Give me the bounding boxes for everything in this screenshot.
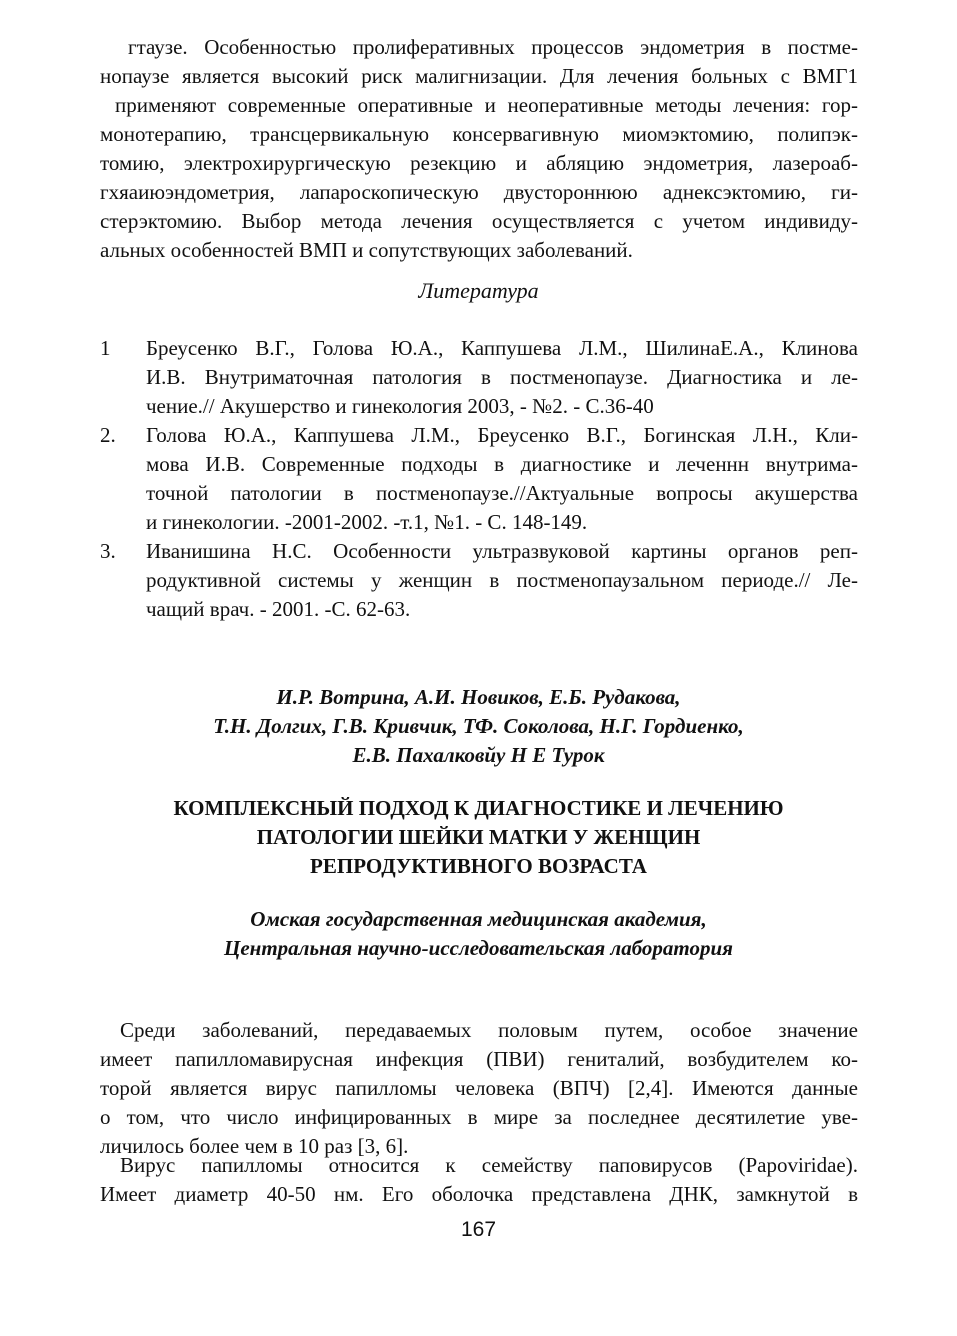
text-line: Имеет диаметр 40-50 нм. Его оболочка представлена ДНК, замкнутой в [100,1182,858,1206]
reference-line: мова И.В. Современные подходы в диагностике и леченнн внутрима- [146,452,858,476]
text-line: имеет папилломавирусная инфекция (ПВИ) гениталий, возбудителем ко- [100,1047,858,1071]
reference-line: И.В. Внутриматочная патология в постменопаузе. Диагностика и ле- [146,365,858,389]
text-line: альных особенностей ВМП и сопутствующих заболеваний. [100,238,633,262]
reference-line: Бреусенко В.Г., Голова Ю.А., Каппушева Л.М., ШилинаЕ.А., Клинова [146,336,858,360]
reference-line: чащий врач. - 2001. -С. 62-63. [146,597,411,621]
reference-line: Голова Ю.А., Каппушева Л.М., Бреусенко В.Г., Богинская Л.Н., Кли- [146,423,858,447]
text-line: гтаузе. Особенностью пролиферативных процессов эндометрия в постме- [128,35,858,59]
literature-heading: Литература [418,278,539,303]
text-line: личилось более чем в 10 раз [3, 6]. [100,1134,409,1158]
reference-number: 3. [100,539,116,563]
text-line: торой является вирус папилломы человека (ВПЧ) [2,4]. Имеются данные [100,1076,858,1100]
text-line: монотерапию, трансцервикальную консервагивную миомэктомию, полипэк- [100,122,858,146]
title-line: РЕПРОДУКТИВНОГО ВОЗРАСТА [310,854,647,878]
text-line: томию, электрохирургическую резекцию и абляцию эндометрия, лазероаб- [100,151,858,175]
reference-number: 2. [100,423,116,447]
title-line: ПАТОЛОГИИ ШЕЙКИ МАТКИ У ЖЕНЩИН [256,825,701,849]
reference-line: и гинекологии. -2001-2002. -т.1, №1. - С. 148-149. [146,510,588,534]
text-line: о том, что число инфицированных в мире за последнее десятилетие уве- [100,1105,858,1129]
reference-line: чение.// Акушерство и гинекология 2003, - №2. - С.36-40 [146,394,654,418]
text-line: стерэктомию. Выбор метода лечения осуществляется с учетом индивиду- [100,209,858,233]
text-line: применяют современные оперативные и неоперативные методы лечения: гор- [115,93,858,117]
reference-number: 1 [100,336,111,360]
text-line: Вирус папилломы относится к семейству паповирусов (Papoviridae). [120,1153,858,1177]
affiliation-line: Омская государственная медицинская академия, [250,907,707,931]
author-line: Е.В. Пахалковйу Н Е Турок [352,743,605,767]
reference-line: родуктивной системы у женщин в постменопаузальном периоде.// Ле- [146,568,858,592]
text-line: нопаузе является высокий риск малигнизации. Для лечения больных с ВМГ1 [100,64,858,88]
reference-line: Иванишина Н.С. Особенности ультразвуковой картины органов реп- [146,539,858,563]
author-line: И.Р. Вотрина, А.И. Новиков, Е.Б. Рудакова, [276,685,681,709]
page-number: 167 [460,1218,497,1241]
text-line: гхяаиюэндометрия, лапароскопическую двустороннюю аднексэктомию, ги- [100,180,858,204]
affiliation-line: Центральная научно-исследовательская лаборатория [224,936,733,960]
title-line: КОМПЛЕКСНЫЙ ПОДХОД К ДИАГНОСТИКЕ И ЛЕЧЕНИЮ [173,796,784,820]
text-line: Среди заболеваний, передаваемых половым путем, особое значение [120,1018,858,1042]
reference-line: точной патологии в постменопаузе.//Актуальные вопросы акушерства [146,481,858,505]
author-line: Т.Н. Долгих, Г.В. Кривчик, ТФ. Соколова, Н.Г. Гордиенко, [213,714,744,738]
